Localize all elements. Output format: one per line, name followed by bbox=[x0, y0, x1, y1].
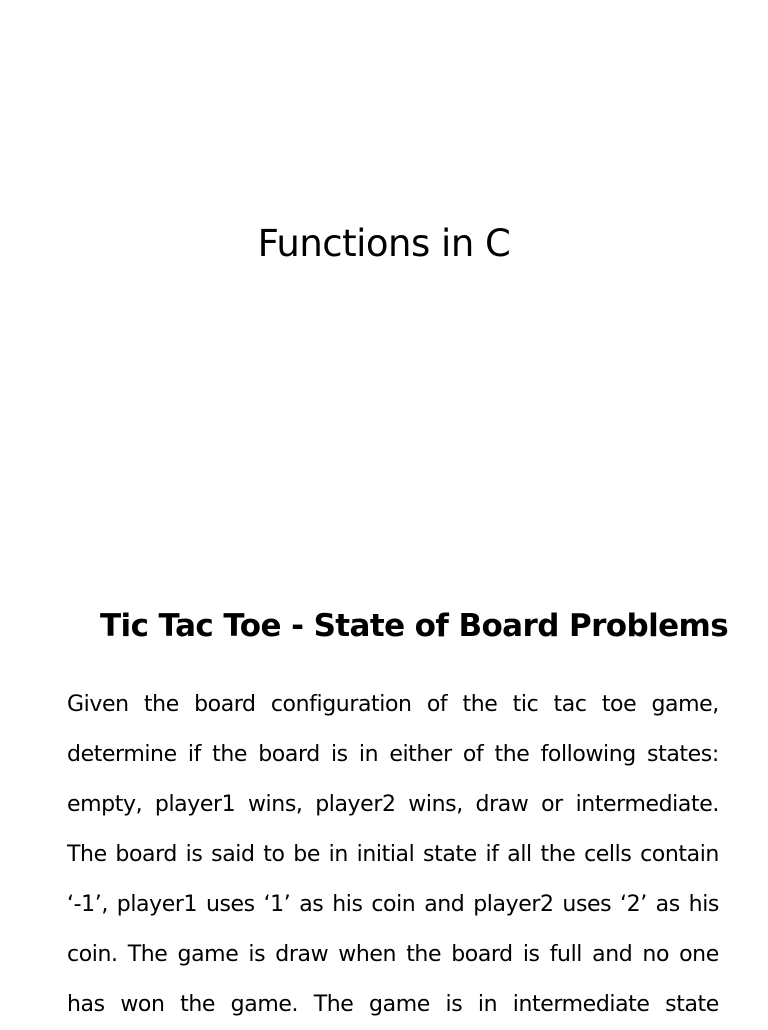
description-word: be bbox=[293, 842, 320, 867]
description-word: or bbox=[541, 792, 563, 817]
description-word: empty, bbox=[67, 792, 143, 817]
description-word: game. bbox=[230, 992, 299, 1017]
description-word: ‘-1’, bbox=[67, 892, 108, 917]
description-word: wins, bbox=[408, 792, 463, 817]
description-word: is bbox=[522, 942, 540, 967]
description-word: uses bbox=[562, 892, 612, 917]
description-word: his bbox=[332, 892, 363, 917]
description-word: all bbox=[507, 842, 532, 867]
description-word: if bbox=[187, 742, 201, 767]
description-word: ‘1’ bbox=[263, 892, 291, 917]
description-word: tac bbox=[553, 692, 587, 717]
description-word: the bbox=[143, 692, 179, 717]
description-word: is bbox=[445, 992, 463, 1017]
description-word: of bbox=[426, 692, 448, 717]
description-line bbox=[67, 780, 719, 830]
description-word: the bbox=[494, 742, 530, 767]
description-word: the bbox=[180, 992, 216, 1017]
description-line bbox=[67, 980, 719, 1030]
description-line bbox=[67, 830, 719, 880]
description-word: wins, bbox=[247, 792, 303, 817]
description-line bbox=[67, 930, 719, 980]
description-word: uses bbox=[205, 892, 255, 917]
description-word: in bbox=[358, 742, 379, 767]
description-word: has bbox=[67, 992, 105, 1017]
description-word: when bbox=[338, 942, 397, 967]
problem-heading: Tic Tac Toe - State of Board Problems bbox=[100, 608, 729, 644]
description-word: the bbox=[462, 692, 498, 717]
description-word: state bbox=[665, 992, 719, 1017]
description-word: and bbox=[592, 942, 633, 967]
description-word: board bbox=[451, 942, 513, 967]
description-word: board bbox=[115, 842, 177, 867]
description-word: as bbox=[655, 892, 680, 917]
description-word: states: bbox=[647, 742, 719, 767]
description-word: is bbox=[248, 942, 266, 967]
description-word: tic bbox=[512, 692, 539, 717]
description-line bbox=[67, 680, 719, 730]
description-word: game, bbox=[651, 692, 719, 717]
description-word: cells bbox=[584, 842, 632, 867]
description-word: as bbox=[299, 892, 324, 917]
description-word: of bbox=[462, 742, 484, 767]
description-word: contain bbox=[640, 842, 719, 867]
description-word: draw bbox=[275, 942, 329, 967]
description-word: following bbox=[540, 742, 636, 767]
description-word: The bbox=[127, 942, 168, 967]
description-word: The bbox=[67, 842, 107, 867]
description-word: initial bbox=[356, 842, 415, 867]
description-word: The bbox=[313, 992, 354, 1017]
description-word: either bbox=[389, 742, 452, 767]
description-word: the bbox=[212, 742, 248, 767]
description-word: state bbox=[423, 842, 477, 867]
description-word: no bbox=[642, 942, 670, 967]
description-word: ‘2’ bbox=[620, 892, 647, 917]
description-word: configuration bbox=[270, 692, 412, 717]
description-word: his bbox=[688, 892, 719, 917]
description-word: is bbox=[330, 742, 348, 767]
description-word: determine bbox=[67, 742, 177, 767]
description-word: the bbox=[406, 942, 442, 967]
description-word: is bbox=[185, 842, 203, 867]
description-word: player2 bbox=[315, 792, 396, 817]
description-line bbox=[67, 880, 719, 930]
description-word: in bbox=[477, 992, 498, 1017]
description-word: if bbox=[485, 842, 499, 867]
description-word: player2 bbox=[473, 892, 554, 917]
slide-title: Functions in C bbox=[257, 222, 511, 265]
description-word: to bbox=[263, 842, 285, 867]
description-word: full bbox=[549, 942, 583, 967]
description-word: toe bbox=[601, 692, 637, 717]
description-word: game bbox=[369, 992, 430, 1017]
description-word: Given bbox=[67, 692, 129, 717]
description-word: coin. bbox=[67, 942, 118, 967]
description-word: coin bbox=[371, 892, 416, 917]
description-line bbox=[67, 730, 719, 780]
description-word: board bbox=[258, 742, 320, 767]
description-word: said bbox=[211, 842, 255, 867]
description-word: one bbox=[679, 942, 719, 967]
description-word: player1 bbox=[154, 792, 236, 817]
problem-description bbox=[67, 680, 719, 1030]
description-word: intermediate. bbox=[575, 792, 719, 817]
description-word: the bbox=[540, 842, 576, 867]
description-word: board bbox=[194, 692, 256, 717]
description-word: won bbox=[120, 992, 165, 1017]
description-word: player1 bbox=[116, 892, 198, 917]
description-word: in bbox=[328, 842, 348, 867]
description-word: intermediate bbox=[512, 992, 650, 1017]
description-word: and bbox=[424, 892, 465, 917]
description-word: draw bbox=[475, 792, 529, 817]
description-word: game bbox=[177, 942, 239, 967]
